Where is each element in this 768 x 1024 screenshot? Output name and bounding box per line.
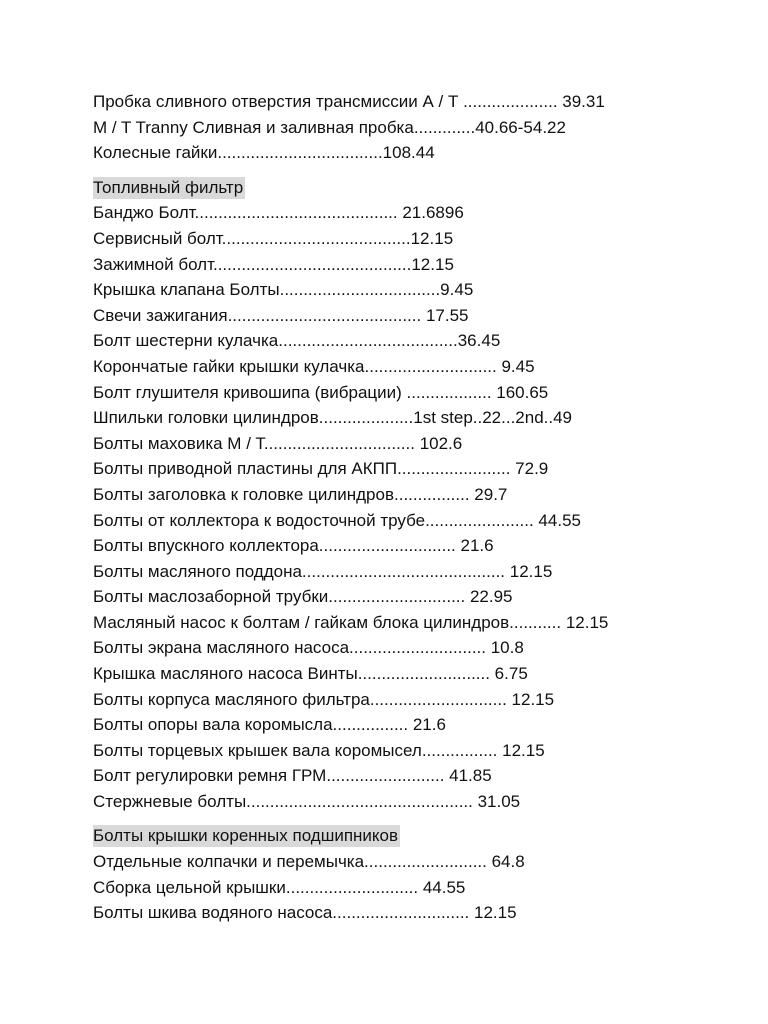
text-line: Болты корпуса масляного фильтра............................. 12.15 [93, 689, 555, 709]
document-page [93, 89, 733, 926]
text-line: Свечи зажигания......................................... 17.55 [93, 305, 469, 325]
text-line: Сервисный болт........................................12.15 [93, 228, 454, 248]
text-line: Масляный насос к болтам / гайкам блока цилиндров........... 12.15 [93, 612, 609, 632]
section-gap [93, 166, 733, 175]
text-line: Болты шкива водяного насоса............................. 12.15 [93, 903, 517, 923]
text-line: Болты заголовка к головке цилиндров................ 29.7 [93, 484, 508, 504]
text-line: Стержневые болты................................................ 31.05 [93, 792, 521, 812]
fuel-filter-section [93, 175, 733, 815]
text-line: Корончатые гайки крышки кулачка............................ 9.45 [93, 356, 535, 376]
text-line: Сборка цельной крышки............................ 44.55 [93, 877, 466, 897]
text-line: Болты опоры вала коромысла................ 21.6 [93, 715, 446, 735]
section-gap [93, 815, 733, 824]
text-line: Пробка сливного отверстия трансмиссии А / Т .................... 39.31 [93, 92, 605, 111]
text-line: Зажимной болт..........................................12.15 [93, 254, 454, 274]
text-line: Болт регулировки ремня ГРМ......................... 41.85 [93, 766, 492, 786]
text-line: Болты экрана масляного насоса............................. 10.8 [93, 638, 524, 658]
section-heading-row [93, 824, 733, 850]
text-line: Банджо Болт........................................... 21.6896 [93, 203, 464, 223]
section-heading: Болты крышки коренных подшипников [93, 826, 399, 846]
text-line: M / T Tranny Сливная и заливная пробка.............40.66-54.22 [93, 117, 566, 137]
text-line: Колесные гайки...................................108.44 [93, 143, 435, 163]
section-heading-row [93, 175, 733, 201]
text-line: Крышка масляного насоса Винты............................ 6.75 [93, 664, 528, 684]
text-line: Болты впускного коллектора............................. 21.6 [93, 536, 494, 556]
text-line: Болты приводной пластины для АКПП........................ 72.9 [93, 459, 549, 479]
intro-block [93, 89, 733, 166]
text-line: Крышка клапана Болты..................................9.45 [93, 280, 474, 300]
text-line: Болты от коллектора к водосточной трубе....................... 44.55 [93, 510, 581, 530]
text-line: Отдельные колпачки и перемычка.......................... 64.8 [93, 852, 525, 872]
text-line: Болт глушителя кривошипа (вибрации) .................. 160.65 [93, 382, 549, 402]
text-line: Болты маховика M / T................................ 102.6 [93, 433, 463, 453]
text-line: Болты маслозаборной трубки............................. 22.95 [93, 587, 513, 607]
text-line: Болты масляного поддона........................................... 12.15 [93, 561, 553, 581]
text-line: Болты торцевых крышек вала коромысел................ 12.15 [93, 740, 545, 760]
text-line: Шпильки головки цилиндров....................1st step..22...2nd..49 [93, 408, 573, 428]
main-bearing-cap-section [93, 824, 733, 926]
section-heading: Топливный фильтр [93, 177, 244, 197]
text-line: Болт шестерни кулачка......................................36.45 [93, 331, 501, 351]
